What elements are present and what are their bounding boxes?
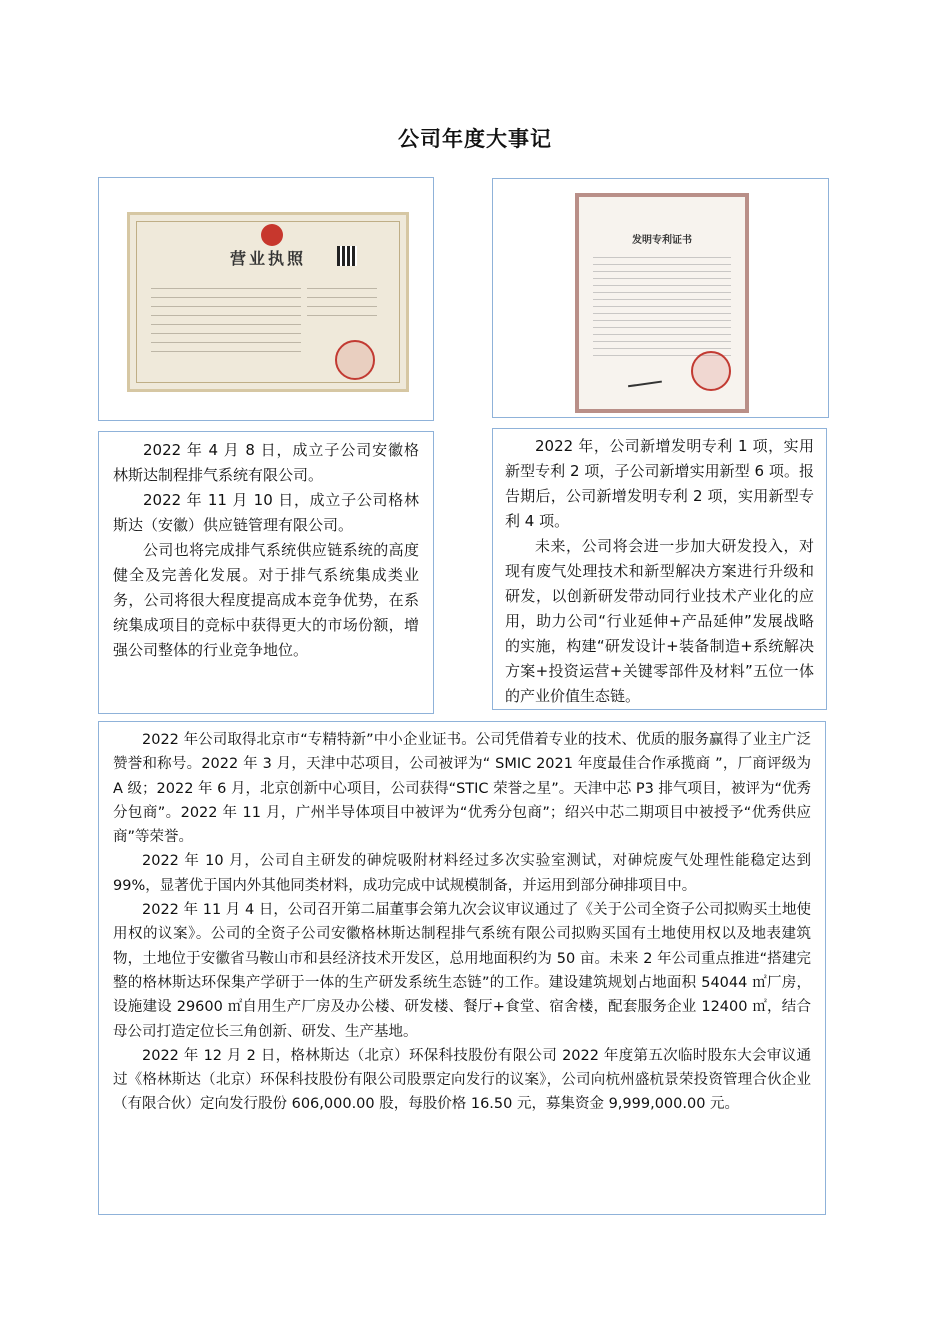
paragraph: 2022 年 11 月 10 日，成立子公司格林斯达（安徽）供应链管理有限公司。 [113,491,419,534]
paragraph: 公司也将完成排气系统供应链系统的高度健全及完善化发展。对于排气系统集成类业务，公司将很大程度提高成本竞争优势，在系统集成项目的竞标中获得更大的市场份额，增强公司整体的行业竞争地位。 [113,541,419,659]
annual-events-box [98,721,826,1215]
patent-certificate-heading: 发明专利证书 [632,235,692,246]
paragraph: 2022 年 11 月 4 日，公司召开第二届董事会第九次会议审议通过了《关于公司全资子公司拟购买土地使用权的议案》。公司的全资子公司安徽格林斯达制程排气系统有限公司拟购买国有土地使用权以及地表建筑物，土地位于安徽省马鞍山市和县经济技术开发区，总用地面积约为 50 亩。未来 2 年公司重点推进“搭建完整的格林斯达环保集产学研于一体的生产研发系统生态链”的工作。建设建筑规划占地面积 54044 ㎡厂房，设施建设 29600 ㎡自用生产厂房及办公楼、研发楼、餐厅+食堂、宿舍楼，配套服务企业 12400 ㎡，结合母公司打造定位长三角创新、研发、生产基地。 [113,902,811,1040]
red-seal-icon [335,340,375,380]
paragraph: 2022 年 12 月 2 日，格林斯达（北京）环保科技股份有限公司 2022 年度第五次临时股东大会审议通过《格林斯达（北京）环保科技股份有限公司股票定向发行的议案》，公司向杭州盛杭景荣投资管理合伙企业（有限合伙）定向发行股份 606,000.00 股，每股价格 16.50 元，募集资金 9,999,000.00 元。 [113,1047,811,1113]
signature-icon [626,367,662,388]
business-license-image [127,212,409,392]
patent-certificate-image-frame [492,178,829,418]
paragraph: 未来，公司将会进一步加大研发投入，对现有废气处理技术和新型解决方案进行升级和研发，以创新研发带动同行业技术产业化的应用，助力公司“行业延伸+产品延伸”发展战略的实施，构建“研发设计+装备制造+系统解决方案+投资运营+关键零部件及材料”五位一体的产业价值生态链。 [505,537,814,705]
business-license-image-frame [98,177,434,421]
national-emblem-icon [261,224,283,246]
page-title: 公司年度大事记 [398,127,552,151]
patent-events-box [492,428,827,710]
red-seal-icon [691,351,731,391]
paragraph: 2022 年公司取得北京市“专精特新”中小企业证书。公司凭借着专业的技术、优质的服务赢得了业主广泛赞誉和称号。2022 年 3 月，天津中芯项目，公司被评为“ SMIC 2021 年度最佳合作承揽商 ”，厂商评级为 A 级；2022 年 6 月，北京创新中心项目，公司获得“STIC 荣誉之星”。天津中芯 P3 排气项目，被评为“优秀分包商”。2022 年 11 月，广州半导体项目中被评为“优秀分包商”；绍兴中芯二期项目中被授予“优秀供应商”等荣誉。 [113,732,811,846]
paragraph: 2022 年 4 月 8 日，成立子公司安徽格林斯达制程排气系统有限公司。 [113,441,419,484]
qr-code-icon [337,246,357,266]
business-license-heading: 营业执照 [229,249,306,268]
subsidiary-events-box [98,431,434,714]
paragraph: 2022 年，公司新增发明专利 1 项，实用新型专利 2 项，子公司新增实用新型 6 项。报告期后，公司新增发明专利 2 项，实用新型专利 4 项。 [505,437,814,530]
paragraph: 2022 年 10 月，公司自主研发的砷烷吸附材料经过多次实验室测试，对砷烷废气处理性能稳定达到 99%，显著优于国内外其他同类材料，成功完成中试规模制备，并运用到部分砷排项目中。 [113,853,811,894]
patent-certificate-image [575,193,749,413]
